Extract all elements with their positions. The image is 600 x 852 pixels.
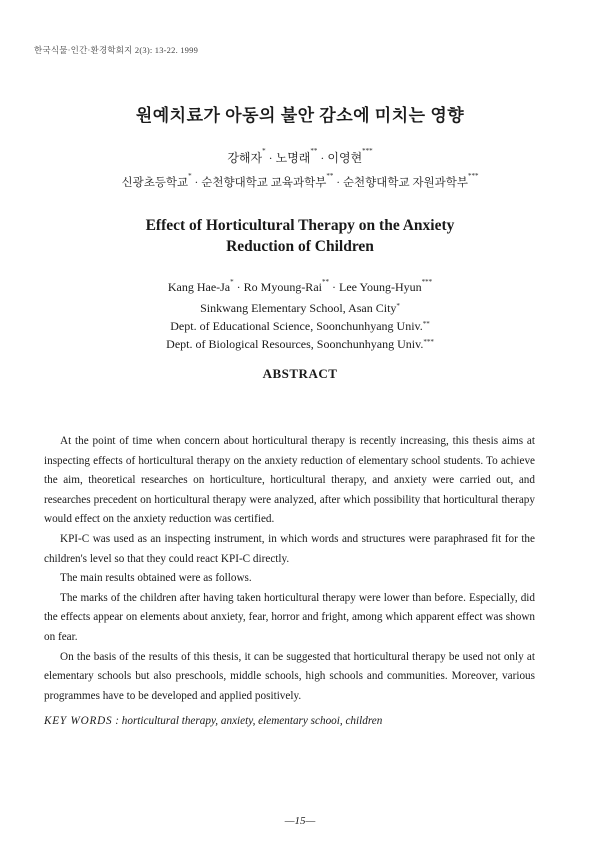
affiliation-name: 순천향대학교 자원과학부 — [342, 177, 468, 189]
abstract-paragraph: The main results obtained were as follows. — [60, 572, 252, 585]
author-name: Lee Young-Hyun — [338, 280, 422, 294]
author-name: 노명래 — [275, 151, 311, 165]
author-name: Kang Hae-Ja — [167, 280, 231, 294]
author-mark: ** — [310, 147, 318, 155]
author-list-english — [0, 280, 600, 295]
affiliation-separator: · — [191, 177, 202, 189]
paper-title-korean: 원예치료가 아동의 불안 감소에 미치는 영향 — [135, 106, 465, 125]
page-number: —15— — [284, 815, 316, 827]
author-name: 이영현 — [327, 151, 363, 165]
affiliation-list-english — [0, 299, 600, 353]
author-mark: *** — [421, 278, 433, 286]
author-name: Ro Myoung-Rai — [243, 280, 322, 294]
author-mark: * — [262, 147, 266, 155]
affiliation-line — [0, 299, 600, 317]
affiliation-list-korean — [0, 174, 600, 190]
journal-citation: 한국식물·인간·환경학회지 2(3): 13-22. 1999 — [34, 45, 199, 55]
affiliation-line — [0, 317, 600, 335]
affiliation-name: Sinkwang Elementary School, Asan City — [200, 301, 397, 315]
author-separator: · — [317, 151, 328, 165]
author-mark: * — [230, 278, 234, 286]
author-separator: · — [233, 280, 244, 294]
keywords-list: horticultural therapy, anxiety, elementary schooi, children — [121, 715, 383, 727]
affiliation-name: 순천향대학교 교육과학부 — [201, 177, 327, 189]
author-mark: ** — [321, 278, 329, 286]
affiliation-mark: * — [396, 302, 400, 310]
affiliation-mark: *** — [468, 172, 479, 180]
title-line: Effect of Horticultural Therapy on the Anxiety — [145, 217, 455, 234]
title-line: Reduction of Children — [226, 238, 374, 255]
abstract-heading: ABSTRACT — [262, 366, 338, 381]
author-list-korean — [0, 149, 600, 166]
author-name: 강해자 — [227, 151, 263, 165]
affiliation-mark: ** — [422, 320, 430, 328]
abstract-paragraph: At the point of time when concern about horticultural therapy is recently increasing, this thesis aims at inspecting effects of horticultural therapy on the anxiety reduction of elementary school students. To achieve the aim, theoretical researches on horticulture, horticultural therapy, and anxiety were carried out, and researches precedent on horticultural therapy were analyzed, after which possibility that horticultural therapy would effect on the anxiety reduction was certified. — [44, 435, 535, 526]
abstract-paragraph: KPI-C was used as an inspecting instrument, in which words and structures were paraphrased fit for the children's level so that they could react KPI-C directly. — [44, 532, 535, 565]
keywords-label: KEY WORDS — [44, 715, 113, 727]
author-mark: *** — [362, 147, 373, 155]
author-separator: · — [328, 280, 339, 294]
affiliation-mark: ** — [326, 172, 334, 180]
keywords-separator: : — [112, 715, 122, 727]
paper-title-english — [0, 215, 600, 257]
affiliation-separator: · — [333, 177, 343, 189]
affiliation-mark: *** — [423, 338, 434, 346]
affiliation-line — [0, 335, 600, 353]
affiliation-name: Dept. of Educational Science, Soonchunhyang Univ. — [170, 319, 423, 333]
abstract-paragraph: The marks of the children after having taken horticultural therapy were lower than before. Especially, did the effects appear on elements about anxiety, fear, horror and fright, among which apparent effect was shown on fear. — [44, 591, 535, 643]
keywords-line — [44, 715, 382, 727]
affiliation-name: 신광초등학교 — [121, 177, 189, 189]
affiliation-name: Dept. of Biological Resources, Soonchunhyang Univ. — [166, 337, 424, 351]
abstract-paragraph: On the basis of the results of this thesis, it can be suggested that horticultural therapy be used not only at elementary schools but also preschools, middle schools, high schools and communities. Moreover, various programmes have to be developed and applied positively. — [44, 650, 535, 702]
abstract-body — [44, 432, 535, 706]
author-separator: · — [265, 151, 276, 165]
affiliation-mark: * — [188, 172, 192, 180]
